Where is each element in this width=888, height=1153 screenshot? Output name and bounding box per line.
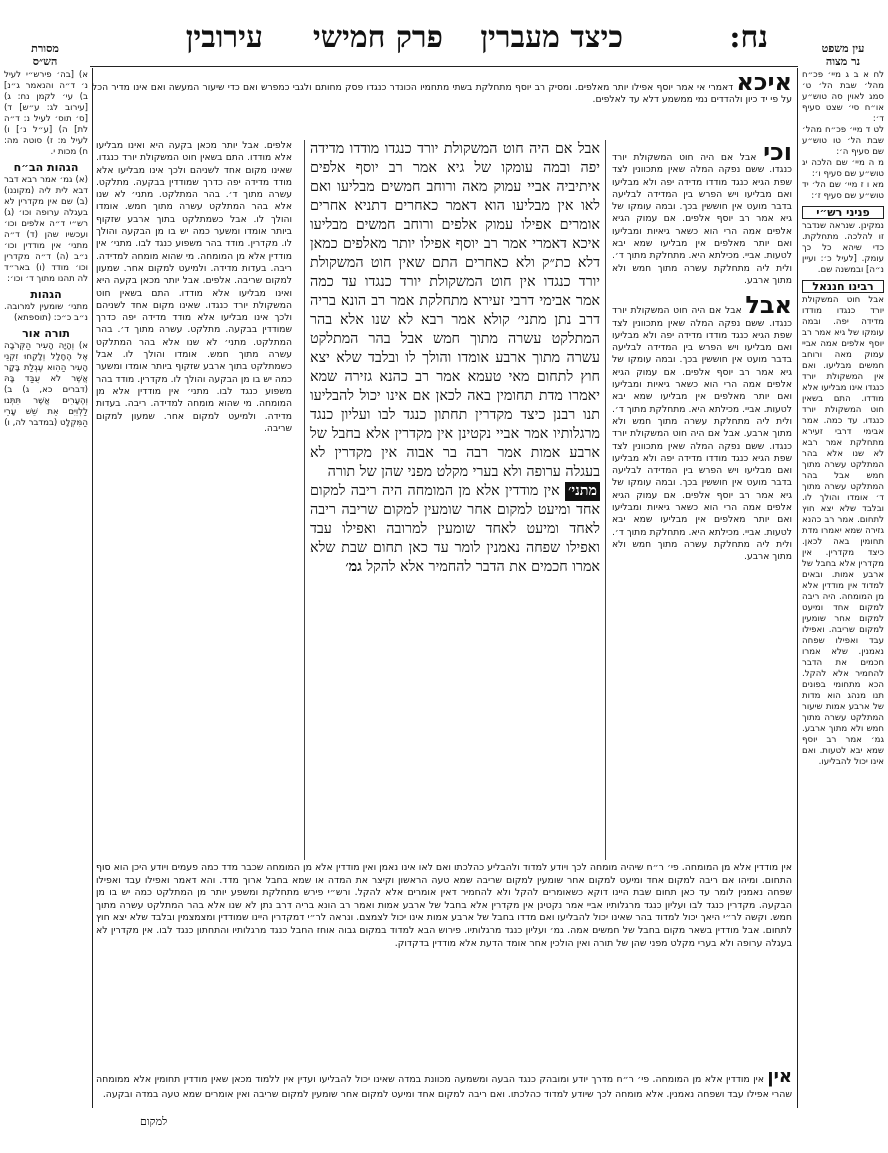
pnei-rashi-title: פניני רש״י [802, 206, 884, 219]
mesoret-column [4, 70, 88, 1100]
pnei-rashi-text: נמקינן. שנראה שנדבר זו להלכה. מתחלקת. כדי שיהא כל כך עומק. [לעיל כ׳: ועיין נ״ה] ובמשנה שם. [802, 221, 884, 275]
hagahot-text: מתני׳ שומעין למרובה. נ״ב כ״כ: (תוספתא) [4, 302, 88, 323]
torah-or-title: תורה אור [22, 327, 70, 340]
folio-number: נח: [729, 20, 768, 55]
third-big-word: אבל [745, 291, 792, 320]
opening-commentary-block [92, 70, 792, 136]
mesoret-label: מסורת הש״ס [31, 42, 59, 68]
bottom-rashi-block [96, 1065, 792, 1105]
rashi-column [612, 140, 792, 855]
gemara-block: אבל אם היה חוט המשקולת יורד כנגדו מודדו מדידה יפה ובמה עומקו של גיא אמר רב יוסף אלפים איתיביה אביי עמוק מאה ורוחב חמשים מבליעו ואם לאו אין מבליעו הוא דאמר כאחרים דתניא אחרים אומרים אפילו עמוק אלפים ורוחב חמשים מבליעו איכא דאמרי אמר רב יוסף אפילו יותר מאלפים כמאן דלא כת״ק ולא כאחרים התם שאין חוט המשקולת יורד כנגדו אין חוט המשקולת יורד כנגדו עד כמה אמר אבימי דרבי זעירא מתחלקת אמר רב הונא בריה דרב נתן מתני׳ קולא אמר רבא לא שנו אלא בהר המתלקט עשרה מתוך חמש אבל בהר המתלקט עשרה מתוך ארבע אומדו והולך לו ובלבד שלא יצא חוץ לתחום מאי טעמא אמר רב כהנא גזירה שמא יאמרו מדת תחומין באה לכאן אם אינו יכול להבליעו תנו רבנן כיצד מקדרין תחתון כנגד לבו ועליון כנגד מרגלותיו אמר אביי נקטינן אין מקדרין אלא בחבל של ארבע אמות אמר רבה בר אבוה אין מקדרין לא בעגלה ערופה ולא בערי מקלט מפני שהן של תורה [310, 141, 600, 480]
opening-text: דאמרי אי אמר יוסף אפילו יותר מאלפים. ומסיק רב יוסף מתחלקת בשתי מתחמיו הכונדר כנגדו פסק מחותם ולגבי כמפרש ואם כדי שיעור המעשה ואם אינו מדיר הכל על פי יד כיון ולהדדים נמי ממשמע דלא עד לאלפים. [92, 82, 792, 106]
ein-mishpat-label: עין משפט נר מצוה [821, 42, 865, 68]
rashi-right-text: אבל אם היה חוט המשקולת יורד כנגדו. ששם נפקה המלה שאין מתכוונין לצד שפת הגיא כנגד מודדו מדידה יפה ולא מבליעו ואם מבליעו ויש הפרש בין המדידה לבליעה בדבר מועט אין חוששין בכך. ובמה עומקו של גיא אמר רב יוסף אלפים. אם עמוק הגיא אלפים אמה הרי הוא כשאר גיאיות ומבליעו ואם יותר מאלפים אין מבליעו שמא יבא לטעות. אביי. מכילתא היא. מתחלקת מתוך ד׳. ולית ליה מתחלקת עשרה מתוך חמש ולא מתוך ארבע. [612, 152, 792, 286]
ein-mishpat-entry: מא ו ז מיי׳ שם הל׳ יד טוש״ע שם סעיף ז׳: [802, 180, 884, 201]
gemara-marker: גמ׳ [345, 559, 362, 575]
rashi-right-text-continued-2: אבל אם היה חוט המשקולת יורד כנגדו. ששם נפקה המלה שאין מתכוונין לצד שפת הגיא כנגד מודדו מדידה יפה ולא מבליעו ואם מבליעו ויש הפרש בין המדידה לבליעה בדבר מועט אין חוששין בכך. ובמה עומקו של גיא אמר רב יוסף אלפים. אם עמוק הגיא אלפים אמה הרי הוא כשאר גיאיות ומבליעו ואם יותר מאלפים אין מבליעו שמא יבא לטעות. אביי. מכילתא היא. מתחלקת מתוך ד׳. ולית ליה מתחלקת עשרה מתוך חמש ולא מתוך ארבע. [612, 428, 792, 563]
mishna-marker: מתני׳ [565, 482, 600, 501]
hagahot-habach-text: (א) גמ׳ אמר רבא דבר דבא לית ליה (מקוננו) (ב) שם אין מקדרין לא בעגלה ערופה וכו׳ (ג) רש״י ד״ה אלפים וכו׳ ועכשיו שהן (ד) ד״ה מתני׳ אין מודדין וכו׳ נ״ב (ה) ד״ה מקדרין וכו׳ מודד (ו) באר״ד לה תהנו מתוך ד׳ וכו׳: [4, 175, 88, 284]
tosafot-column [96, 140, 292, 855]
bottom-commentary-text: אין מודדין אלא מן המומחה. פי׳ ר״ח שיהיה מומחה לכך ויודע למדוד ולהבליע כהלכתו ואם לאו אינו נאמן ואין מודדין אלא מן המומחה שכבר מדד כמה פעמים ויודע היכן הוא סוף התחום. ומיהו אם ריבה למקום אחד ומיעט למקום אחר שומעין למקום שריבה שמא טעה הראשון וקיצר את המדה או שמא בחבל ארוך מדד. והא דאמר ואפילו עבד ואפילו שפחה נאמנין לומר עד כאן תחום שבת היינו דוקא כשאומרים להקל ולא להחמיר דאין אומרים אלא להקל. ורש״י פירש מתחלקת ומשפע יותר מן המתלקט כמה יש בו מן הבקעה. מקדרין כנגד לבו ועליון כנגד מרגלותיו אביי אמר נקטינן אין מקדרין אלא בחבל של ארבע אמות ואמר רב הונא בריה דרב נתן לא שנו אלא בהר המתלקט עשרה מתוך חמש. וקשה לר״י היאך יכול למדוד בהר שאינו יכול להבליעו ואם מדדו בחבל של ארבע אמות אינו יכול לצמצם. ונראה לר״י דמקדרין היינו שמודדין ומצמצמין ובלבד שלא יצא חוץ לתחום. אבל מודדין בשאר מקום בחבל של חמשים אמה. גמ׳ ועליון כנגד מרגלותיו. פירוש הבא למדוד במקום גבוה אוחז החבל כנגד מרגלותיו והתחתון כנגד לבו. אין מקדרין לא בעגלה ערופה ולא בערי מקלט מפני שהן של תורה ואין הולכין אחר אומד הדעת אלא מודדין בדקדוק. [96, 862, 792, 949]
chapter-name: כיצד מעברין [480, 20, 623, 55]
rabbenu-chananel-title: רבינו חננאל [802, 280, 884, 293]
tosafot-left-text: אלפים. אבל יותר מכאן בקעה היא ואינו מבליעו אלא מודדו. התם בשאין חוט המשקולת יורד כנגדו. שאינו מקום אחד לשניהם ולכך אינו מבליעו אלא מודד מדידה יפה כדרך שמודדין בבקעה. מתלקט. עשרה מתוך ד׳. בהר המתלקט. מתני׳ לא שנו אלא בהר המתלקט עשרה מתוך חמש. אומדו והולך לו. אבל כשמתלקט בתוך ארבע שזקוף ביותר אומדו ומשער כמה יש בו מן הבקעה והולך לו. מקדרין. מודד בהר משפוע כנגד לבו. מתני׳ אין מודדין אלא מן המומחה. מי שהוא מומחה למדידה. ריבה. בעדות מדידה. ולמיעט למקום אחר. שמעון למקום שריבה. [96, 140, 292, 287]
mishna-paragraph [310, 482, 600, 577]
gemara-main-text [304, 140, 606, 860]
ein-mishpat-entry: לח א ב ג מיי׳ פכ״ח מהל׳ שבת הל׳ ט׳ סמג לאוין סה טוש״ע או״ח סי׳ שצט סעיף ד׳: [802, 70, 884, 124]
right-margin-divider [797, 68, 798, 1108]
chapter-number: פרק חמישי [312, 20, 443, 55]
rashi-right-text-continued: אבל אם היה חוט המשקולת יורד כנגדו. ששם נפקה המלה שאין מתכוונין לצד שפת הגיא כנגד מודדו מדידה יפה ולא מבליעו ואם מבליעו ויש הפרש בין המדידה לבליעה בדבר מועט אין חוששין בכך. ובמה עומקו של גיא אמר רב יוסף אלפים. אם עמוק הגיא אלפים אמה הרי הוא כשאר גיאיות ומבליעו ואם יותר מאלפים אין מבליעו שמא יבא לטעות. אביי. מכילתא היא. מתחלקת מתוך ד׳. ולית ליה מתחלקת עשרה מתוך חמש ולא מתוך ארבע. [612, 305, 792, 440]
mishna-text: אין מודדין אלא מן המומחה היה ריבה למקום אחד ומיעט למקום אחר שומעין למקום שריבה ריבה לאחד ומיעט לאחד שומעין למרובה ואפילו עבד ואפילו שפחה נאמנין לומר עד כאן תחום שבת שלא אמרו חכמים את הדבר להחמיר אלא להקל [310, 483, 600, 575]
ein-mishpat-entry: לט ד מיי׳ פכ״ח מהל׳ שבת הל׳ טו טוש״ע שם סעיף ה׳: [802, 125, 884, 157]
bottom-commentary [96, 862, 792, 1062]
hagahot-habach-title: הגהות הב״ח [13, 161, 79, 174]
ein-mishpat-header [808, 42, 878, 68]
ein-mishpat-entry: מ ה מיי׳ שם הלכה יג טוש״ע שם סעיף ו׳: [802, 158, 884, 179]
hagahot-title: הגהות [30, 288, 62, 301]
mesoret-header [10, 42, 80, 68]
torah-or-text: א) וְהָיָה הָעִיר הַקְּרֹבָה אֶל הֶחָלָל וְלָקְחוּ זִקְנֵי הָעִיר הַהִוא עֶגְלַת בָּקָר אֲשֶׁר לֹא עֻבַּד בָּהּ (דברים כא, ג) ב) וְהֶעָרִים אֲשֶׁר תִּתְּנוּ לַלְוִיִּם אֵת שֵׁשׁ עָרֵי הַמִּקְלָט (במדבר לה, ו) [4, 341, 88, 428]
rabbenu-chananel-text: אבל חוט המשקולת יורד כנגדו מודדו מדידה יפה. ובמה עומקו של גיא אמר רב יוסף אלפים אמה אביי עמוק מאה ורוחב חמשים מבליעו. ואם אין המשקולת יורד כנגדו אינו מבליעו אלא מודדו. התם בשאין חוט המשקולת יורד כנגדו. עד כמה. אמר אבימי דרבי זעירא מתחלקת אמר רבא לא שנו אלא בהר המתלקט עשרה מתוך חמש אבל בהר המתלקט עשרה מתוך ד׳ אומדו והולך לו. ובלבד שלא יצא חוץ לתחום. אמר רב כהנא גזירה שמא יאמרו מדת תחומין באה לכאן. כיצד מקדרין. אין מקדרין אלא בחבל של ארבע אמות. ובאים למדוד אין מודדין אלא מן המומחה. היה ריבה למקום אחד ומיעט למקום אחר שומעין למקום שריבה. ואפילו עבד ואפילו שפחה נאמנין. שלא אמרו חכמים את הדבר להחמיר אלא להקל. הכא מתחומי בפונים תנו מנהג הוא מדות של ארבע אמות שיעור המתלקט עשרה מתוך חמש ולא מתוך ארבע. גמ׳ אמר רב יוסף שמא יבא לטעות. ואם אינו יכול להבליעו. [802, 295, 884, 767]
ein-mishpat-column [802, 70, 884, 1100]
left-margin-divider [92, 68, 93, 1108]
bottom-big-word: אין [767, 1066, 792, 1087]
header-rule [90, 66, 798, 67]
mesoret-text: א) [בה׳ פירש״י לעיל נ׳ ד״ה והנאמר ג״נ] ב) עי׳ לקמן נח: ג) [עירוב לג: ע״ש] ד) [ס׳ תוס׳ לעיל נ: ד״ה לת] ה) [ע״ל נ׳] ו) לעיל מ: ז) סוטה מה: ח) מכות י. [4, 70, 88, 157]
tractate-name: עירובין [185, 20, 263, 55]
second-big-word: וכי [763, 140, 792, 166]
tosafot-left-text-continued: אלפים. אבל יותר מכאן בקעה היא ואינו מבליעו אלא מודדו. התם בשאין חוט המשקולת יורד כנגדו. שאינו מקום אחד לשניהם ולכך אינו מבליעו אלא מודד מדידה יפה כדרך שמודדין בבקעה. מתלקט. עשרה מתוך ד׳. בהר המתלקט. מתני׳ לא שנו אלא בהר המתלקט עשרה מתוך חמש. אומדו והולך לו. אבל כשמתלקט בתוך ארבע שזקוף ביותר אומדו ומשער כמה יש בו מן הבקעה והולך לו. מקדרין. מודד בהר משפוע כנגד לבו. מתני׳ אין מודדין אלא מן המומחה. מי שהוא מומחה למדידה. ריבה. בעדות מדידה. ולמיעט למקום אחר. שמעון למקום שריבה. [96, 275, 292, 434]
opening-word: איכא [736, 70, 792, 96]
catchword: למקום [140, 1115, 168, 1128]
bottom-rashi-text: אין מודדין אלא מן המומחה. פי׳ ר״ח מדרך יודע ומובהק כנגד הבעה ומשמעה מכוונת במדה שאינו יכול להבליעו ועדין אין ללמוד מכאן שאין מודדין תחומין אלא ממומחה שהרי אפילו עבד ושפחה נאמנין. אלא מומחה לכך שיודע למדוד כהלכתו. ואם ריבה למקום אחד ומיעט למקום אחר שומעין למקום שריבה ואין אומרים שמא טעה במדה ובקעה. [96, 1074, 792, 1100]
